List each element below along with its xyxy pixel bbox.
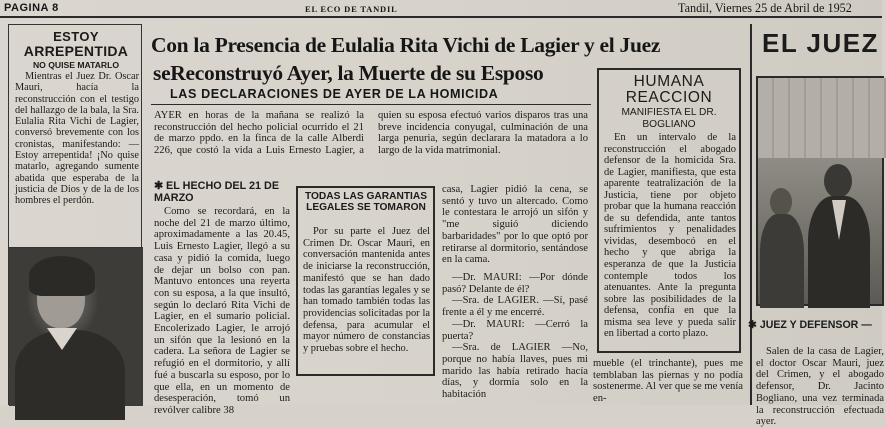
judge-photo xyxy=(756,76,884,306)
left-title-line1: ESTOY xyxy=(53,29,99,44)
headline-rule xyxy=(151,104,591,105)
main-deck: LAS DECLARACIONES DE AYER DE LA HOMICIDA xyxy=(170,87,499,101)
qa-item: —Sra. de LAGIER —No, porque no había llaves, pues mi marido las había retirado hacía días, y dormía solo en la habitación xyxy=(442,342,588,401)
left-subhead: NO QUISE MATARLO xyxy=(32,60,120,70)
left-column xyxy=(8,24,142,405)
reaction-title-line1: HUMANA xyxy=(633,73,705,90)
person-head-icon xyxy=(824,164,852,198)
main-headline-line1: Con la Presencia de Eulalia Rita Vichi de Lagier y el Juez xyxy=(151,33,661,57)
dateline: Tandil, Viernes 25 de Abril de 1952 xyxy=(678,1,852,15)
article-continued: mueble (el trinchante), pues me temblaban las piernas y no podía sostenerme. Al ver que se me venía en- xyxy=(593,358,743,404)
masthead-rule xyxy=(0,16,882,18)
box-body: Por su parte el Juez del Crimen Dr. Oscar Mauri, en conversación mantenida antes de iniciarse la reconstrucción, manifestó que se han dado todas las garantías legales y se han tomado también todas las providencias solicitadas por la defensa, para acumular el mayor número de constancias y pruebas sobre el hecho. xyxy=(303,226,430,355)
article-col2-tail xyxy=(296,380,435,405)
newspaper-name: EL ECO DE TANDIL xyxy=(305,4,398,14)
judge-caption: ✱ JUEZ Y DEFENSOR — xyxy=(748,319,872,331)
left-title-line2: ARREPENTIDA xyxy=(23,43,129,59)
article-col1-body: Como se recordará, en la noche del 21 de marzo último, aproximadamente a las 20.45, Luis Ernesto Lagier, llegó a su casa y pidió la comida, luego de dejar un bolso con pan. Mantuvo entonces una reyerta con su esposa, a la que insultó, según lo declaró Rita Vichi de Lagier, en el sumario policial. Encolerizado Lagier, le arrojó un sifón que la lesionó en la cadera. La señora de Lagier se refugió en el dormitorio, y allí fué a buscarla su esposo, por lo que ella, en un momento de desesperación, tomó un revólver calibre 38 xyxy=(154,206,290,416)
guarantees-box xyxy=(296,186,435,376)
person2-head-icon xyxy=(770,188,792,216)
qa-item: —Dr. MAURI: —Cerró la puerta? xyxy=(442,318,588,342)
far-right-column xyxy=(748,24,884,428)
qa-item: —Sra. de LAGIER. —Sí, pasé frente a él y me encerré. xyxy=(442,295,588,319)
reaction-subhead: MANIFIESTA EL DR. BOGLIANO xyxy=(621,107,717,130)
portrait-body-icon xyxy=(15,330,125,420)
box-title: TODAS LAS GARANTIAS LEGALES SE TOMARON xyxy=(304,191,428,214)
person2-body-icon xyxy=(760,214,804,308)
left-photo xyxy=(9,247,143,406)
page-number: PAGINA 8 xyxy=(4,2,59,14)
portrait-hair-icon xyxy=(29,256,95,296)
main-headline-line2: seReconstruyó Ayer, la Muerte de su Esposo xyxy=(153,61,544,85)
building-wall-icon xyxy=(758,78,886,158)
article-subhead-hecho: ✱ EL HECHO DEL 21 DE MARZO xyxy=(154,180,280,204)
article-intro: AYER en horas de la mañana se realizó la reconstrucción del hecho policial ocurrido el 21 de marzo ppdo. en la finca de la calle Alberdi 226, que costó la vida a Luis Ernesto Lagier, a quien su esposa efectuó varios disparos tras una breve incidencia conyugal, culminación de una larga penuria, según declarara la matadora a lo largo de la vida matrimonial. xyxy=(154,110,588,157)
judge-title: EL JUEZ xyxy=(762,28,879,58)
qa-item: —Dr. MAURI: —Por dónde pasó? Delante de él? xyxy=(442,272,588,295)
judge-body: Salen de la casa de Lagier, el doctor Oscar Mauri, juez del Crimen, y el abogado defensor, Dr. Jacinto Bogliano, una vez terminada la reconstrucción efectuada ayer. xyxy=(756,346,884,428)
left-body: Mientras el Juez Dr. Oscar Mauri, hacía la reconstrucción con el testigo del hallazgo de la bala, la Sra. Eulalia Rita Vichi de Lagier, conversó brevemente con los cronistas, manifestando: —Estoy arrepentida! ¡No quise matarlo, agregando sumente abatida que esperaba de la justicia de Dios y de la de los hombres el perdón. xyxy=(15,71,139,207)
reaction-title-line2: REACCION xyxy=(625,89,713,106)
qa-list xyxy=(442,272,588,405)
reaction-box xyxy=(597,68,741,353)
reaction-body: En un intervalo de la reconstrucción el abogado defensor de la homicida Sra. de Lagier, manifiesta, que esta aparente teatralización de la Justicia, tiene por objeto probar que la humana reacción de su defendida, ante tantos sufrimientos y penalidades vividas, desembocó en el hecho y que abriga la esperanza de que la Justicia contemple todos los atenuantes. Ante la pregunta sobre las posibilidades de la defensa, confía en que la misma sea leve y pueda salir en libertad a corto plazo. xyxy=(604,132,736,340)
article-col3-body: casa, Lagier pidió la cena, se sentó y tuvo un altercado. Como le contestara le arrojó un sifón y "me siguió diciendo barbaridades" por lo que optó por retirarse al dormitorio, sentándose en la cama. xyxy=(442,184,588,266)
